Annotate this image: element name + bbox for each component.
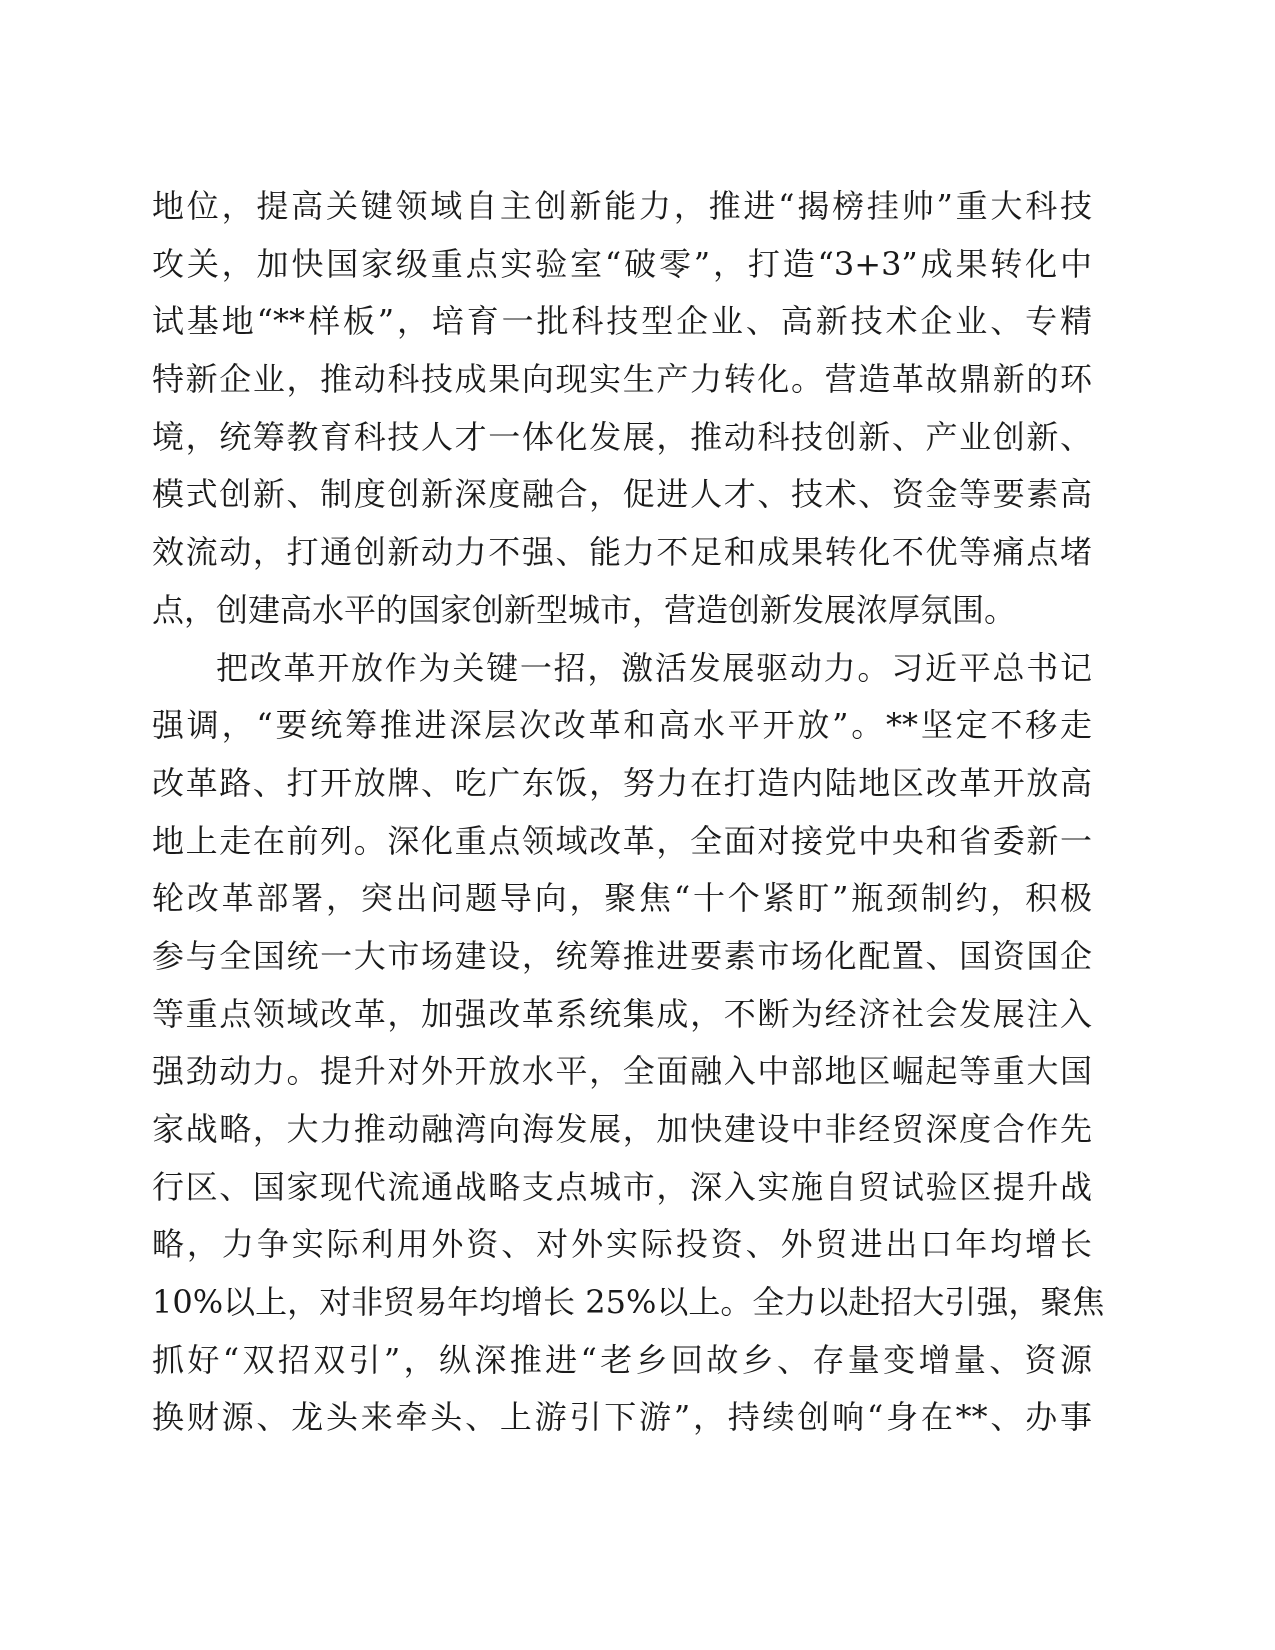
- text-line: 轮改革部署，突出问题导向，聚焦“十个紧盯”瓶颈制约，积极: [152, 879, 1092, 918]
- text-line: 行区、国家现代流通战略支点城市，深入实施自贸试验区提升战: [152, 1167, 1092, 1206]
- text-line: 地上走在前列。深化重点领域改革，全面对接党中央和省委新一: [152, 821, 1092, 860]
- text-line: 略，力争实际利用外资、对外实际投资、外贸进出口年均增长: [152, 1225, 1092, 1264]
- text-line: 效流动，打通创新动力不强、能力不足和成果转化不优等痛点堵: [152, 533, 1092, 572]
- text-line: 改革路、打开放牌、吃广东饭，努力在打造内陆地区改革开放高: [152, 763, 1092, 802]
- text-line: 家战略，大力推动融湾向海发展，加快建设中非经贸深度合作先: [152, 1110, 1092, 1148]
- text-line: 抓好“双招双引”，纵深推进“老乡回故乡、存量变增量、资源: [152, 1340, 1092, 1379]
- body-text: [152, 178, 1105, 1447]
- text-line: 地位，提高关键领域自主创新能力，推进“揭榜挂帅”重大科技: [152, 187, 1092, 225]
- text-line: 换财源、龙头来牵头、上游引下游”，持续创响“身在**、办事: [152, 1398, 1092, 1437]
- text-line: 参与全国统一大市场建设，统筹推进要素市场化配置、国资国企: [152, 936, 1092, 975]
- text-line: 境，统筹教育科技人才一体化发展，推动科技创新、产业创新、: [152, 417, 1092, 456]
- text-line: 攻关，加快国家级重点实验室“破零”，打造“3+3”成果转化中: [152, 244, 1092, 283]
- text-line: 强劲动力。提升对外开放水平，全面融入中部地区崛起等重大国: [152, 1052, 1092, 1091]
- text-line: 等重点领域改革，加强改革系统集成，不断为经济社会发展注入: [152, 994, 1092, 1033]
- paragraph-first-line: 把改革开放作为关键一招，激活发展驱动力。习近平总书记: [216, 648, 1092, 687]
- text-line: 强调，“要统筹推进深层次改革和高水平开放”。**坚定不移走: [152, 706, 1092, 745]
- text-line: 特新企业，推动科技成果向现实生产力转化。营造革故鼎新的环: [152, 360, 1092, 399]
- text-line: 试基地“**样板”，培育一批科技型企业、高新技术企业、专精: [152, 302, 1092, 341]
- text-line: 点，创建高水平的国家创新型城市，营造创新发展浓厚氛围。: [152, 590, 1017, 629]
- text-line: 10%以上，对非贸易年均增长 25%以上。全力以赴招大引强，聚焦: [152, 1283, 1105, 1322]
- text-line: 模式创新、制度创新深度融合，促进人才、技术、资金等要素高: [152, 475, 1092, 514]
